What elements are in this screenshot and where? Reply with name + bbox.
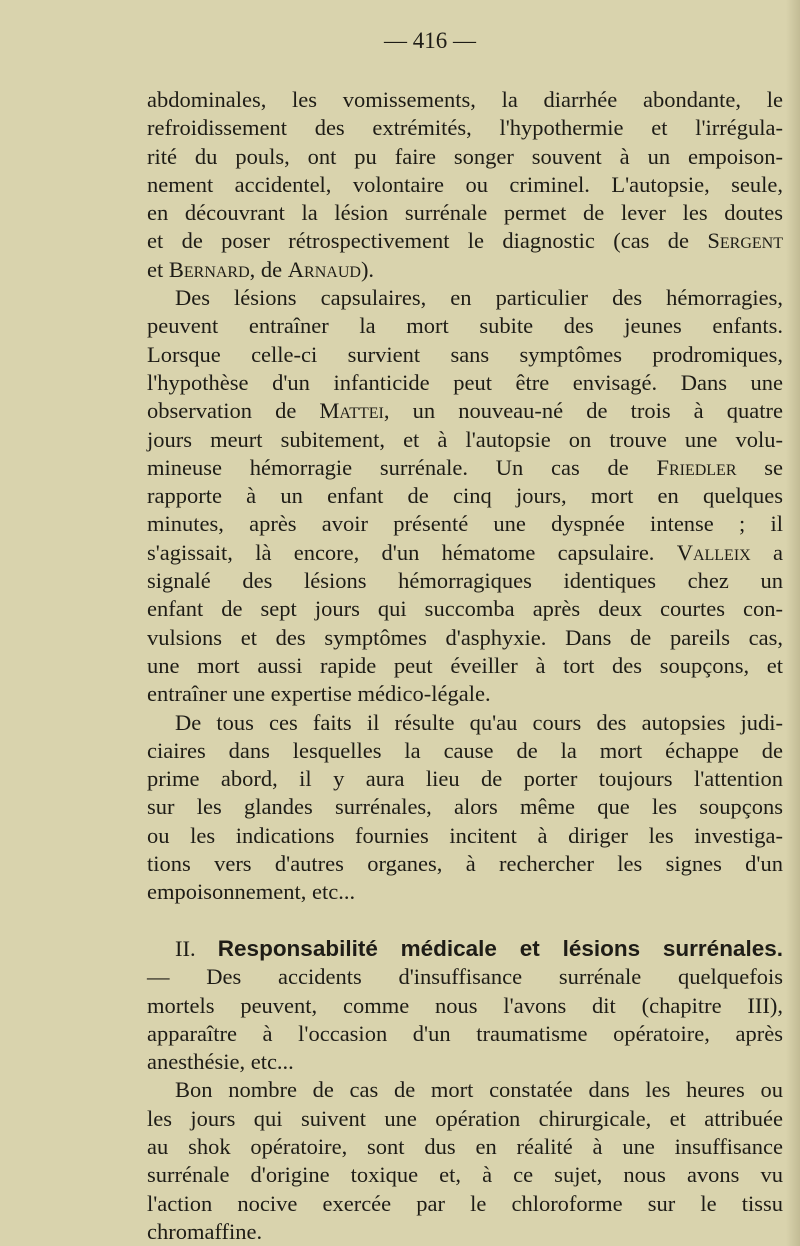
author-name: Bernard [168, 256, 250, 282]
text-line [147, 624, 783, 652]
text-line [147, 567, 783, 595]
text-segment: rapporte à un enfant de cinq jours, mort en quelques [147, 483, 783, 509]
text-segment: rité du pouls, ont pu faire songer souvent à un empoison- [147, 143, 783, 169]
text-segment: signalé des lésions hémorragiques identiques chez un [147, 568, 783, 594]
text-segment: ciaires dans lesquelles la cause de la mort échappe de [147, 737, 783, 763]
text-segment: vulsions et des symptômes d'asphyxie. Dans de pareils cas, [147, 624, 783, 650]
text-line [147, 171, 783, 199]
text-line [147, 284, 783, 312]
text-segment: et [147, 256, 169, 282]
text-line [147, 227, 783, 255]
text-line [147, 86, 783, 114]
body-text [147, 86, 783, 1246]
text-line [147, 992, 783, 1020]
text-line [147, 397, 783, 425]
text-segment: a [750, 539, 783, 565]
text-line [147, 114, 783, 142]
text-line [147, 595, 783, 623]
text-segment: et de poser rétrospectivement le diagnostic (cas de [147, 228, 708, 254]
text-line [147, 341, 783, 369]
text-segment: apparaître à l'occasion d'un traumatisme opératoire, après [147, 1020, 783, 1046]
text-segment: Lorsque celle-ci survient sans symptômes prodromiques, [147, 341, 783, 367]
paragraph [147, 284, 783, 708]
text-line [147, 143, 783, 171]
text-segment: abdominales, les vomissements, la diarrhée abondante, le [147, 87, 783, 112]
text-segment: — Des accidents d'insuffisance surrénale quelquefois [147, 964, 783, 990]
text-segment: une mort aussi rapide peut éveiller à tort des soupçons, et [147, 652, 783, 678]
text-segment: ). [360, 256, 375, 282]
text-line [147, 680, 783, 708]
text-segment: chromaffine. [147, 1218, 263, 1244]
page-number: — 416 — [384, 28, 476, 53]
text-line [147, 1133, 783, 1161]
author-name: Friedler [656, 454, 737, 480]
text-segment: refroidissement des extrémités, l'hypothermie et l'irrégula- [147, 115, 783, 141]
text-line [147, 454, 783, 482]
text-segment: peuvent entraîner la mort subite des jeunes enfants. [147, 313, 783, 339]
text-segment: se [736, 454, 783, 480]
author-name: Valleix [676, 539, 751, 565]
text-segment: empoisonnement, etc... [147, 879, 356, 905]
text-line [147, 1190, 783, 1218]
text-segment: ou les indications fournies incitent à diriger les investiga- [147, 822, 783, 848]
text-line [147, 426, 783, 454]
text-line [147, 709, 783, 737]
text-segment: minutes, après avoir présenté une dyspnée intense ; il [147, 511, 783, 537]
paragraph [147, 935, 783, 1076]
paragraph [147, 86, 783, 284]
text-segment: l'hypothèse d'un infanticide peut être envisagé. Dans une [147, 369, 783, 395]
text-segment: l'action nocive exercée par le chloroforme sur le tissu [147, 1190, 783, 1216]
text-segment: au shok opératoire, sont dus en réalité à une insuffisance [147, 1133, 783, 1159]
text-segment: Bon nombre de cas de mort constatée dans les heures ou [175, 1077, 783, 1103]
text-line [147, 822, 783, 850]
text-segment: tions vers d'autres organes, à rechercher les signes d'un [147, 851, 783, 877]
text-line [147, 312, 783, 340]
text-segment: sur les glandes surrénales, alors même que les soupçons [147, 794, 783, 820]
text-segment: surrénale d'origine toxique et, à ce sujet, nous avons vu [147, 1162, 783, 1188]
text-line [147, 510, 783, 538]
text-line [147, 765, 783, 793]
text-segment: observation de [147, 398, 320, 424]
text-line [147, 256, 783, 284]
text-line [147, 963, 783, 991]
text-segment: enfant de sept jours qui succomba après deux courtes con- [147, 596, 783, 622]
text-segment: s'agissait, là encore, d'un hématome capsulaire. [147, 539, 677, 565]
paragraph [147, 1076, 783, 1246]
text-segment: , un nouveau-né de trois à quatre [383, 398, 783, 424]
text-segment: en découvrant la lésion surrénale permet de lever les doutes [147, 200, 783, 226]
author-name: Sergent [707, 228, 783, 254]
text-line [147, 1218, 783, 1246]
text-line [147, 539, 783, 567]
text-segment: entraîner une expertise médico-légale. [147, 681, 491, 707]
text-segment: anesthésie, etc... [147, 1049, 294, 1075]
text-line [147, 850, 783, 878]
text-line [147, 1161, 783, 1189]
text-segment: jours meurt subitement, et à l'autopsie on trouve une volu- [147, 426, 783, 452]
section-heading: Responsabilité médicale et lésions surrénales. [217, 935, 783, 961]
text-segment: Des lésions capsulaires, en particulier des hémorragies, [175, 285, 783, 311]
text-line [147, 1105, 783, 1133]
author-name: Arnaud [287, 256, 361, 282]
text-line [147, 1020, 783, 1048]
text-segment: mineuse hémorragie surrénale. Un cas de [147, 454, 657, 480]
text-line [147, 482, 783, 510]
author-name: Mattei [319, 398, 384, 424]
text-segment: De tous ces faits il résulte qu'au cours des autopsies judi- [175, 709, 783, 735]
text-line [147, 652, 783, 680]
text-line [147, 737, 783, 765]
text-segment: prime abord, il y aura lieu de porter toujours l'attention [147, 766, 783, 792]
text-segment: II. [175, 935, 218, 961]
text-line [147, 369, 783, 397]
text-line [147, 199, 783, 227]
text-segment: mortels peuvent, comme nous l'avons dit (chapitre III), [147, 992, 783, 1018]
paragraph [147, 709, 783, 907]
text-segment: nement accidentel, volontaire ou criminel. L'autopsie, seule, [147, 171, 783, 197]
page-edge-shadow [786, 0, 800, 1246]
text-line [147, 793, 783, 821]
text-line [147, 1076, 783, 1104]
text-line [147, 935, 783, 963]
text-line [147, 1048, 783, 1076]
paragraph-gap [147, 907, 783, 935]
text-line [147, 878, 783, 906]
text-segment: , de [249, 256, 288, 282]
text-segment: les jours qui suivent une opération chirurgicale, et attribuée [147, 1105, 783, 1131]
